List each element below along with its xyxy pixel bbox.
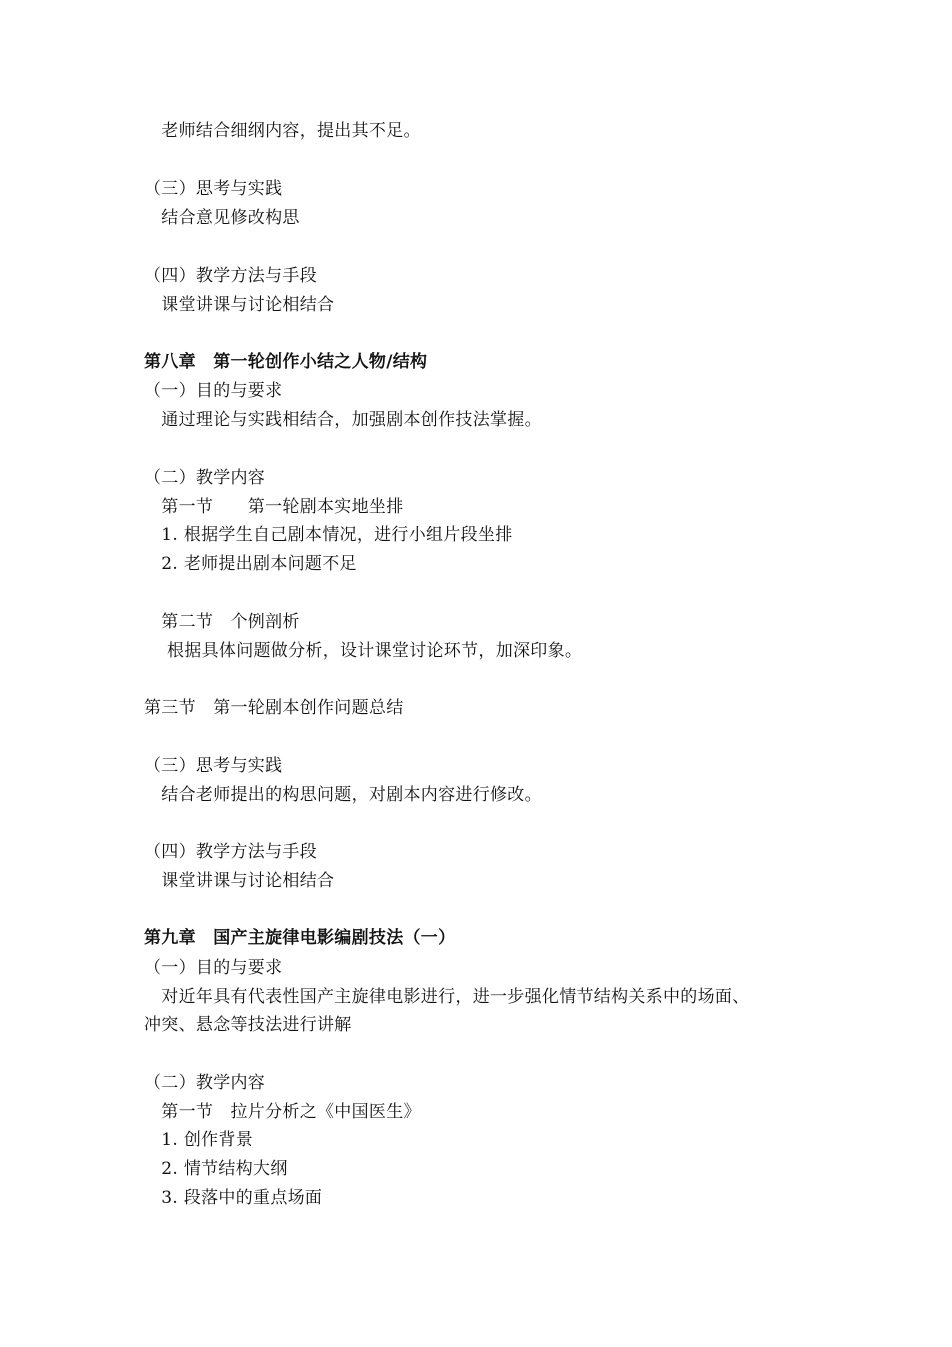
paragraph-lecture-discussion: 课堂讲课与讨论相结合 xyxy=(144,295,335,315)
paragraph-goals-text-2b: 冲突、悬念等技法进行讲解 xyxy=(144,1015,352,1035)
list-item-2: 2. 老师提出剧本问题不足 xyxy=(144,554,357,574)
subsection-heading-film-analysis: 第一节 拉片分析之《中国医生》 xyxy=(144,1102,421,1122)
paragraph-revise-script: 结合老师提出的构思问题，对剧本内容进行修改。 xyxy=(144,785,542,805)
section-heading-thinking-practice-2: （三）思考与实践 xyxy=(144,756,283,776)
list-item-plot-outline: 2. 情节结构大纲 xyxy=(144,1159,288,1179)
section-heading-goals-2: （一）目的与要求 xyxy=(144,958,283,978)
paragraph-lecture-discussion-2: 课堂讲课与讨论相结合 xyxy=(144,871,335,891)
paragraph-goals-text-2a: 对近年具有代表性国产主旋律电影进行，进一步强化情节结构关系中的场面、 xyxy=(144,987,750,1007)
section-heading-goals: （一）目的与要求 xyxy=(144,381,283,401)
subsection-heading-section-3: 第三节 第一轮剧本创作问题总结 xyxy=(144,698,404,718)
section-heading-thinking-practice: （三）思考与实践 xyxy=(144,179,283,199)
paragraph-outline-feedback: 老师结合细纲内容，提出其不足。 xyxy=(144,121,421,141)
paragraph-case-analysis: 根据具体问题做分析，设计课堂讨论环节，加深印象。 xyxy=(144,641,583,661)
section-heading-teaching-content-2: （二）教学内容 xyxy=(144,1073,266,1093)
list-item-background: 1. 创作背景 xyxy=(144,1130,254,1150)
chapter-heading-8: 第八章 第一轮创作小结之人物/结构 xyxy=(144,352,428,372)
subsection-heading-section-2: 第二节 个例剖析 xyxy=(144,612,300,632)
paragraph-revise-concept: 结合意见修改构思 xyxy=(144,208,300,228)
list-item-1: 1. 根据学生自己剧本情况，进行小组片段坐排 xyxy=(144,525,513,545)
subsection-heading-section-1: 第一节 第一轮剧本实地坐排 xyxy=(144,497,404,517)
chapter-heading-9: 第九章 国产主旋律电影编剧技法（一） xyxy=(144,928,456,948)
list-item-key-scenes: 3. 段落中的重点场面 xyxy=(144,1188,323,1208)
section-heading-teaching-methods-2: （四）教学方法与手段 xyxy=(144,842,317,862)
section-heading-teaching-content: （二）教学内容 xyxy=(144,468,266,488)
paragraph-goals-text: 通过理论与实践相结合，加强剧本创作技法掌握。 xyxy=(144,410,542,430)
section-heading-teaching-methods: （四）教学方法与手段 xyxy=(144,266,317,286)
